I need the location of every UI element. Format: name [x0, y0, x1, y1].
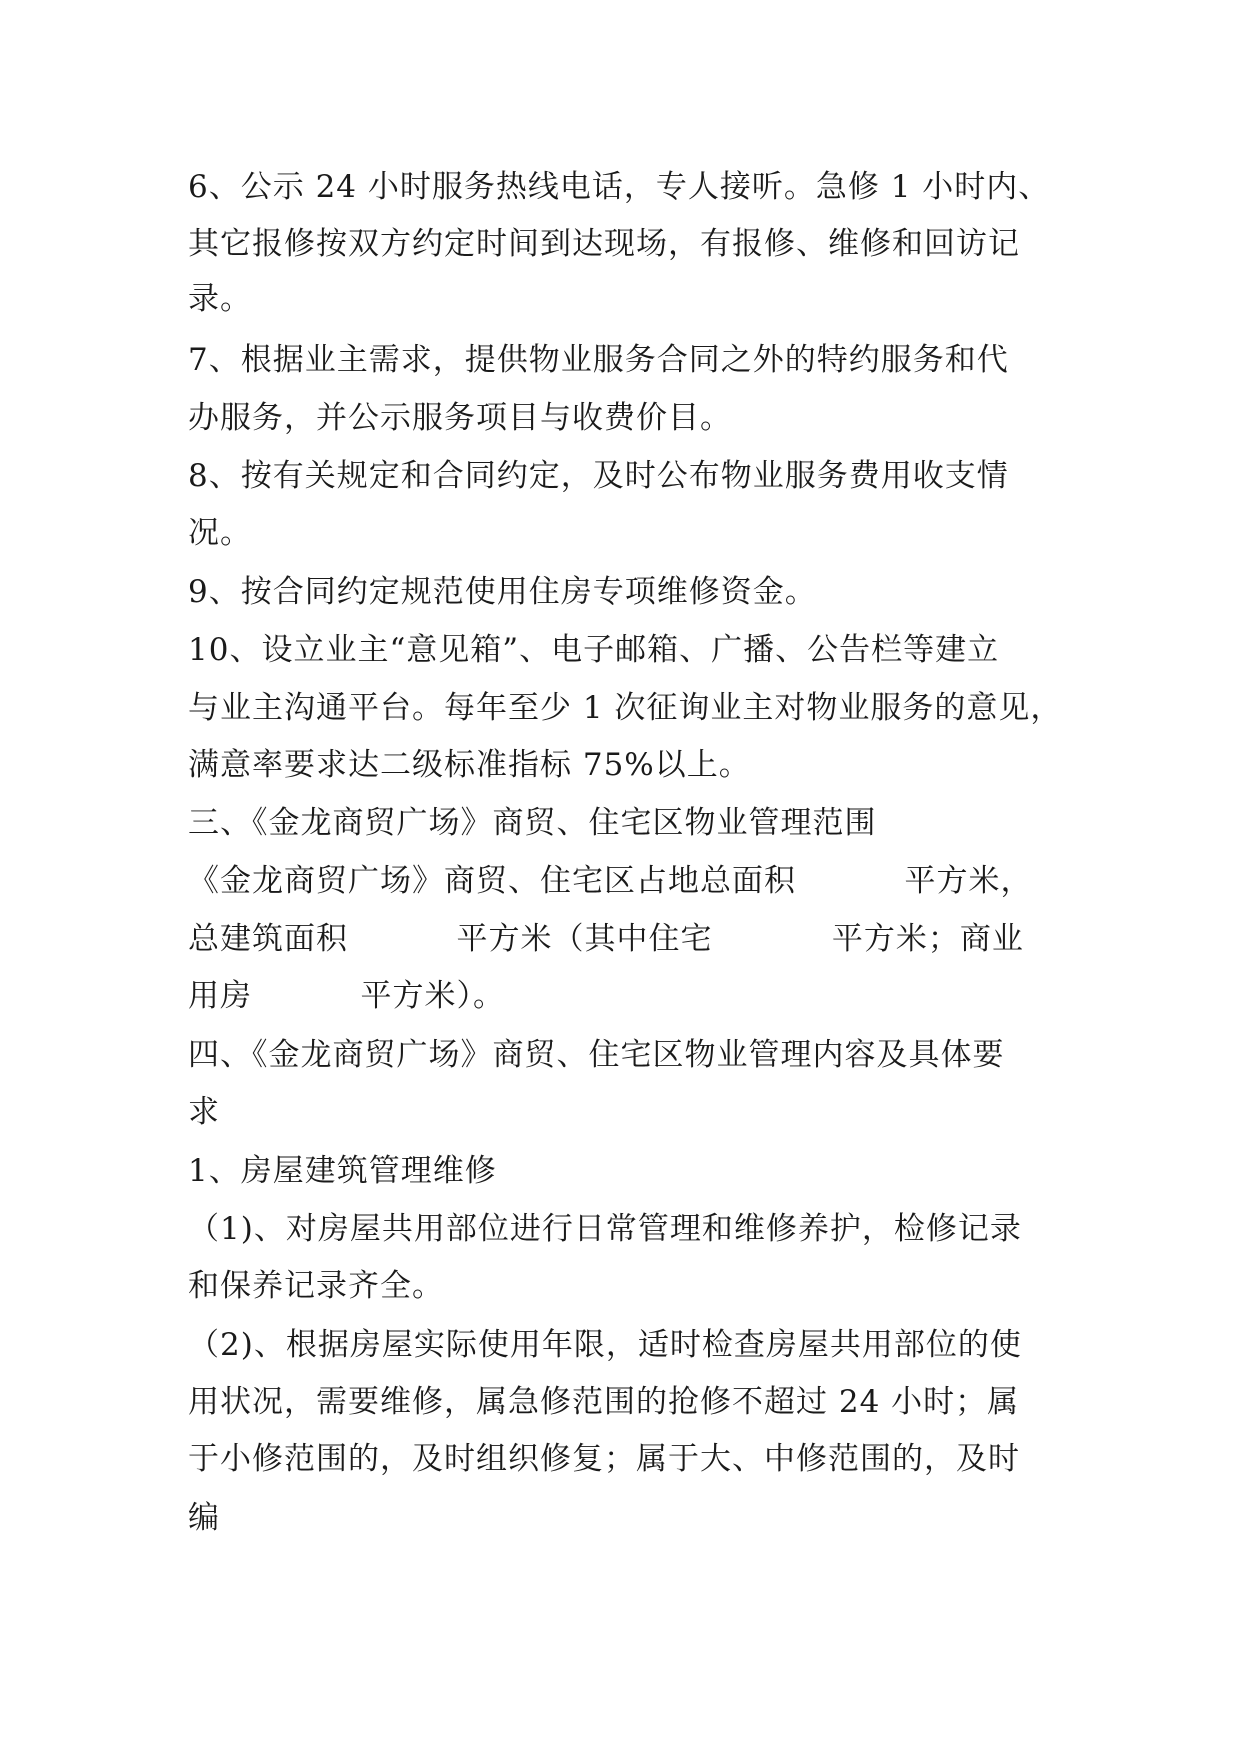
- section-heading: 三、《金龙商贸广场》商贸、住宅区物业管理范围: [188, 805, 877, 841]
- text-line: 与业主沟通平台。每年至少 1 次征询业主对物业服务的意见，: [188, 690, 1063, 726]
- text-line: 9、按合同约定规范使用住房专项维修资金。: [188, 574, 817, 610]
- section-heading: 四、《金龙商贸广场》商贸、住宅区物业管理内容及具体要: [188, 1037, 1005, 1073]
- text-line: 用房 平方米）。: [188, 978, 506, 1014]
- text-line: （1)、对房屋共用部位进行日常管理和维修养护，检修记录: [188, 1211, 1022, 1247]
- text-line: （2)、根据房屋实际使用年限，适时检查房屋共用部位的使: [188, 1327, 1022, 1363]
- text-line: 和保养记录齐全。: [188, 1268, 444, 1304]
- text-line: 编: [188, 1500, 220, 1536]
- text-line: 其它报修按双方约定时间到达现场，有报修、维修和回访记: [188, 226, 1020, 262]
- text-line: 于小修范围的，及时组织修复；属于大、中修范围的，及时: [188, 1441, 1020, 1477]
- text-line: 《金龙商贸广场》商贸、住宅区占地总面积 平方米，: [188, 863, 1033, 899]
- text-line: 用状况，需要维修，属急修范围的抢修不超过 24 小时；属: [188, 1384, 1020, 1420]
- text-line: 10、设立业主“意见箱”、电子邮箱、广播、公告栏等建立: [188, 632, 1000, 668]
- text-line: 6、公示 24 小时服务热线电话，专人接听。急修 1 小时内、: [188, 169, 1051, 205]
- text-line: 满意率要求达二级标准指标 75%以上。: [188, 747, 751, 783]
- text-line: 录。: [188, 281, 252, 317]
- text-line: 办服务，并公示服务项目与收费价目。: [188, 400, 732, 436]
- text-line: 况。: [188, 515, 252, 551]
- section-heading: 求: [188, 1094, 220, 1130]
- text-line: 7、根据业主需求，提供物业服务合同之外的特约服务和代: [188, 342, 1009, 378]
- text-line: 8、按有关规定和合同约定，及时公布物业服务费用收支情: [188, 458, 1009, 494]
- text-line: 总建筑面积 平方米（其中住宅 平方米；商业: [188, 921, 1024, 957]
- text-line: 1、房屋建筑管理维修: [188, 1153, 497, 1189]
